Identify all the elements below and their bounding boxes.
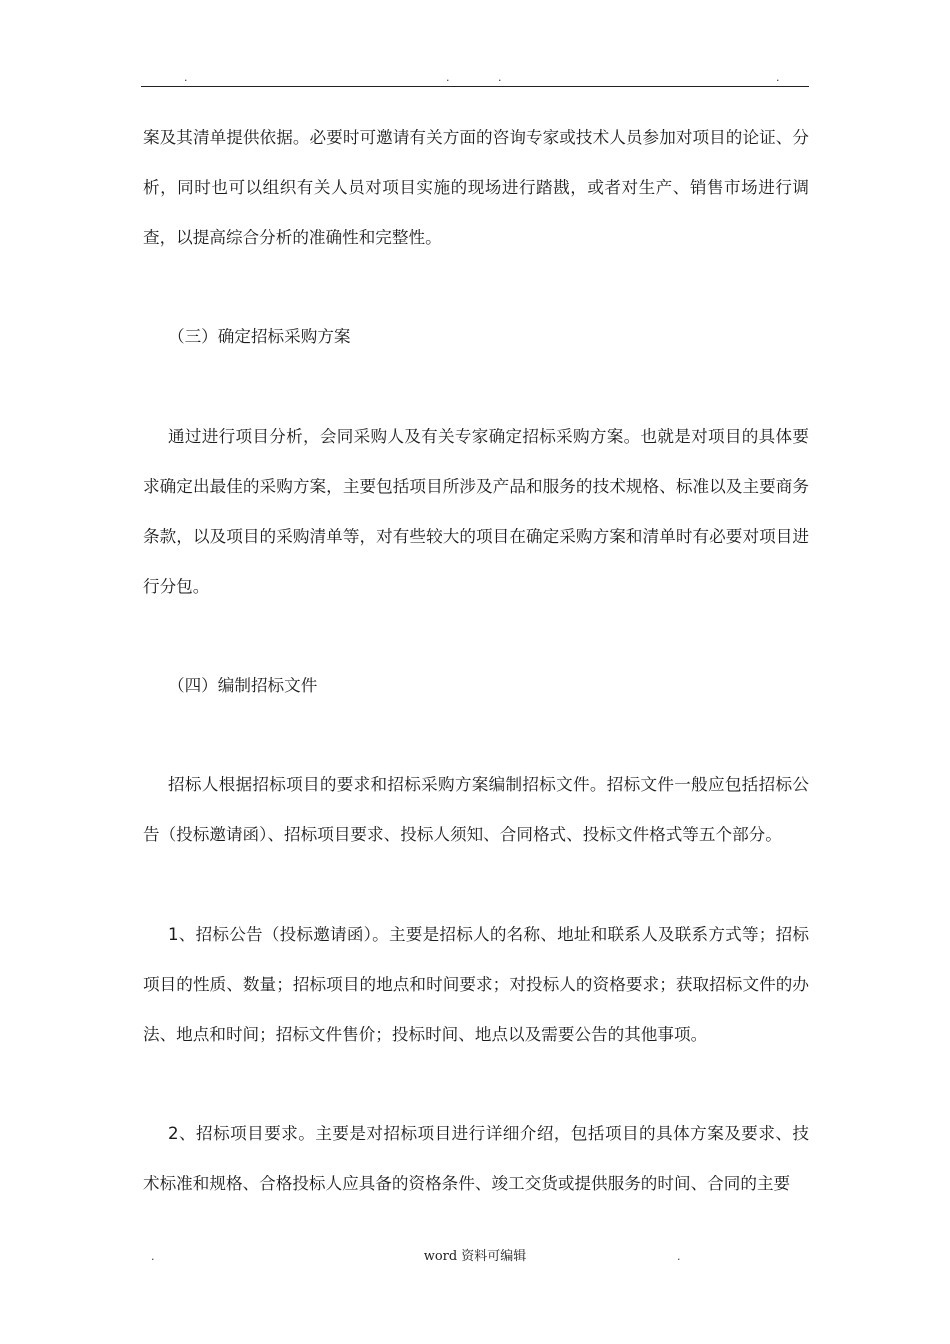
header-dot: . [184,71,188,84]
paragraph-item-1: 1、招标公告（投标邀请函）。主要是招标人的名称、地址和联系人及联系方式等；招标项目的性质、数量；招标项目的地点和时间要求；对投标人的资格要求；获取招标文件的办法、地点和时间；招标文件售价；投标时间、地点以及需要公告的其他事项。 [143,925,809,1044]
paragraph-item-2: 2、招标项目要求。主要是对招标项目进行详细介绍，包括项目的具体方案及要求、技术标准和规格、合格投标人应具备的资格条件、竣工交货或提供服务的时间、合同的主要 [143,1124,809,1193]
header-rule [141,86,809,87]
footer-dot-right: . [677,1250,681,1263]
paragraph-continuation: 案及其清单提供依据。必要时可邀请有关方面的咨询专家或技术人员参加对项目的论证、分析，同时也可以组织有关人员对项目实施的现场进行踏戡，或者对生产、销售市场进行调查，以提高综合分析的准确性和完整性。 [143,128,809,247]
header-dot: . [498,71,502,84]
footer-caption: word 资料可编辑 [423,1249,527,1264]
section-heading-4: （四）编制招标文件 [168,676,318,695]
section-heading-3: （三）确定招标采购方案 [168,327,351,346]
header-dot: . [776,71,780,84]
header-dot: . [446,71,450,84]
paragraph-tender-documents: 招标人根据招标项目的要求和招标采购方案编制招标文件。招标文件一般应包括招标公告（投标邀请函）、招标项目要求、投标人须知、合同格式、投标文件格式等五个部分。 [143,775,809,844]
paragraph-procurement-plan: 通过进行项目分析，会同采购人及有关专家确定招标采购方案。也就是对项目的具体要求确定出最佳的采购方案，主要包括项目所涉及产品和服务的技术规格、标准以及主要商务条款，以及项目的采购清单等，对有些较大的项目在确定采购方案和清单时有必要对项目进行分包。 [143,427,809,596]
footer-dot-left: . [151,1250,155,1263]
